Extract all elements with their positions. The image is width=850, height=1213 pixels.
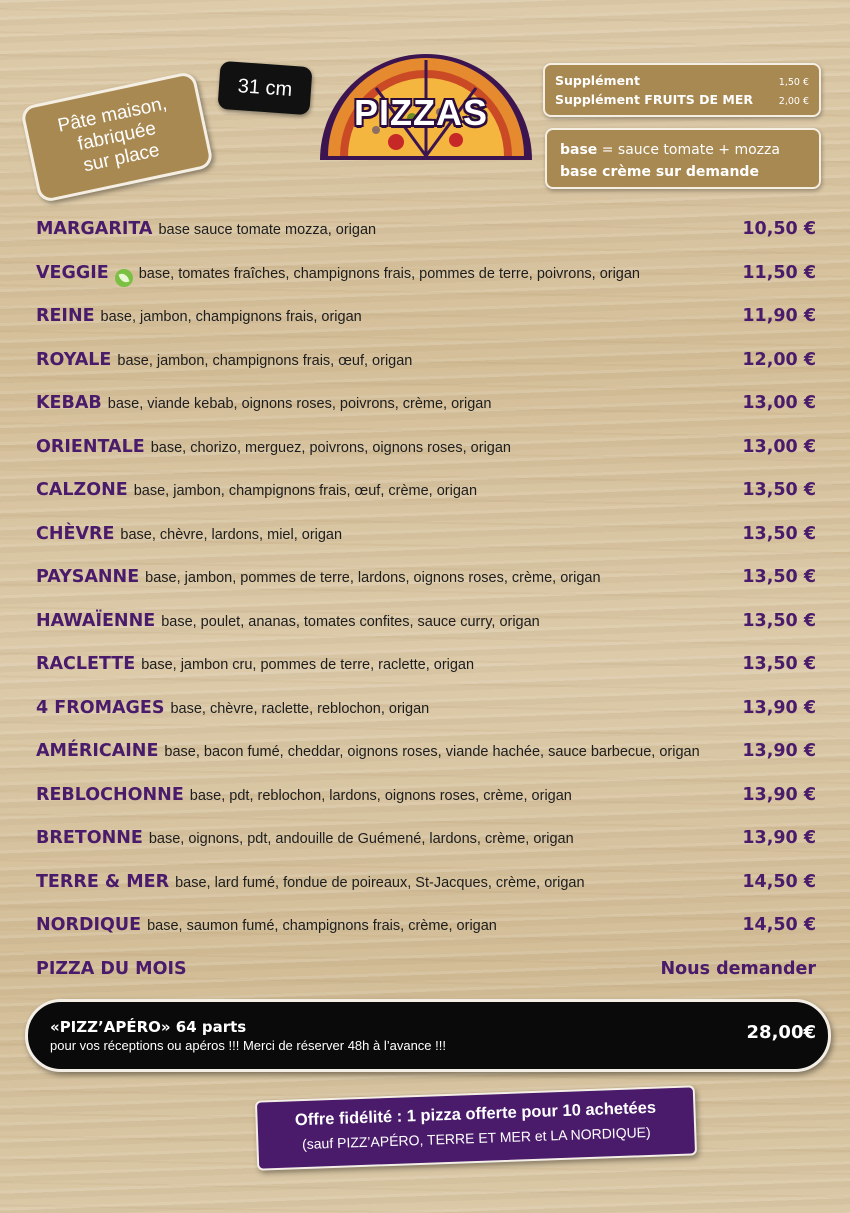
menu-item-price: 12,00 € [742,349,816,370]
menu-item-price: 13,90 € [742,828,816,848]
menu-item [36,915,816,941]
menu-item [36,437,816,463]
pizz-apero-banner [25,999,831,1072]
menu-item-ingredients: base, jambon, champignons frais, œuf, origan [117,352,413,369]
base-definition [560,142,780,158]
menu-item-name: NORDIQUE [36,915,142,935]
menu-item-price: 13,50 € [742,523,816,544]
menu-item-name: 4 FROMAGES [36,697,165,718]
pizza-size-badge [217,61,312,115]
menu-item-price: 13,00 € [742,436,816,457]
pizz-apero-subtitle: pour vos réceptions ou apéros !!! Merci de réserver 48h à l’avance !!! [50,1038,446,1053]
menu-item-ingredients: base, saumon fumé, champignons frais, crème, origan [147,918,497,934]
menu-item-name: CHÈVRE [36,523,115,544]
menu-item-name: ROYALE [36,349,112,370]
menu-item-name: ORIENTALE [36,436,145,457]
menu-item-name: REINE [36,306,95,326]
menu-item-ingredients: base, chorizo, merguez, poivrons, oignons roses, origan [150,439,511,456]
menu-item-name: RACLETTE [36,654,136,674]
menu-item-ingredients: base sauce tomate mozza, origan [158,222,377,238]
menu-item-name: PIZZA DU MOIS [36,958,187,979]
supplement-label: Supplément [555,73,640,88]
menu-item-name: TERRE & MER [36,871,170,892]
menu-item [36,698,816,724]
menu-item-price: 11,90 € [742,306,816,326]
menu-item-ingredients: base, oignons, pdt, andouille de Guémené, lardons, crème, origan [148,831,574,847]
menu-item-ingredients: base, poulet, ananas, tomates confites, sauce curry, origan [161,613,540,630]
menu-item-price: 14,50 € [742,871,816,892]
menu-item [36,654,816,680]
menu-item-ingredients: base, lard fumé, fondue de poireaux, St-Jacques, crème, origan [175,874,585,891]
supplement-seafood-label: Supplément FRUITS DE MER [555,92,754,107]
menu-item-ingredients: base, bacon fumé, cheddar, oignons roses, viande hachée, sauce barbecue, origan [164,744,700,760]
menu-item-ingredients: base, tomates fraîches, champignons frais, pommes de terre, poivrons, origan [138,265,641,282]
menu-item [36,219,816,245]
menu-item-price: 13,90 € [742,697,816,718]
vegetarian-leaf-icon [115,269,133,287]
pizz-apero-price: 28,00€ [746,1022,816,1043]
menu-item-name: CALZONE [36,480,128,500]
menu-item [36,785,816,811]
menu-item-name: MARGARITA [36,219,153,239]
menu-item-ingredients: base, jambon, pommes de terre, lardons, oignons roses, crème, origan [145,570,601,586]
cream-base-note: base crème sur demande [560,164,759,180]
menu-item-ingredients: base, viande kebab, oignons roses, poivrons, crème, origan [107,396,492,412]
supplement-seafood-price: 2,00 € [778,96,809,107]
menu-item-name: VEGGIE [36,262,109,283]
menu-item-ingredients: base, pdt, reblochon, lardons, oignons roses, crème, origan [189,787,572,804]
menu-item-price: Nous demander [660,958,816,979]
menu-item-ingredients: base, jambon, champignons frais, origan [100,309,362,325]
menu-item-price: 13,00 € [742,393,816,413]
supplement-price: 1,50 € [778,77,809,88]
menu-item-price: 13,50 € [742,610,816,631]
menu-item-name: PAYSANNE [36,567,140,587]
base-keyword: base [560,142,598,158]
menu-item-price: 11,50 € [742,262,816,283]
supplement-seafood-row [555,92,809,107]
homemade-dough-text: Pâte maison, fabriquée sur place [55,93,169,177]
menu-item [36,263,816,289]
menu-item-ingredients: base, jambon, champignons frais, œuf, crème, origan [133,483,478,499]
menu-item [36,393,816,419]
menu-item-name: BRETONNE [36,828,143,848]
homemade-dough-badge [20,71,214,204]
loyalty-offer-title: Offre fidélité : 1 pizza offerte pour 10 achetées [294,1098,657,1130]
menu-item-name: KEBAB [36,393,102,413]
base-definition-text: = sauce tomate + mozza [597,142,780,158]
loyalty-offer-box [255,1085,697,1170]
menu-item-price: 13,90 € [742,784,816,805]
menu-item-name: AMÉRICAINE [36,741,159,761]
menu-item-name: REBLOCHONNE [36,784,184,805]
menu-item [36,524,816,550]
supplement-row [555,73,809,88]
base-info-box [545,128,821,189]
menu-item [36,611,816,637]
menu-item-ingredients: base, chèvre, lardons, miel, origan [120,526,343,543]
menu-item [36,872,816,898]
menu-item [36,480,816,506]
menu-item-price: 13,50 € [742,567,816,587]
menu-item-ingredients: base, jambon cru, pommes de terre, raclette, origan [141,657,475,673]
menu-item [36,959,816,985]
menu-item-ingredients: base, chèvre, raclette, reblochon, origan [170,700,430,717]
menu-item [36,828,816,854]
page-title: PIZZAS [353,92,488,133]
menu-item-price: 13,90 € [742,741,816,761]
menu-item-price: 10,50 € [742,219,816,239]
menu-item [36,741,816,767]
supplements-box [543,63,821,117]
menu-item [36,306,816,332]
pizz-apero-title: «PIZZ’APÉRO» 64 parts [50,1018,247,1036]
menu-item-price: 13,50 € [742,654,816,674]
pizza-size-text: 31 cm [237,74,293,101]
menu-item-name: HAWAÏENNE [36,610,156,631]
menu-item-price: 13,50 € [742,480,816,500]
loyalty-offer-exclusions: (sauf PIZZ’APÉRO, TERRE ET MER et LA NORDIQUE) [301,1123,651,1153]
menu-item [36,567,816,593]
menu-item [36,350,816,376]
menu-item-price: 14,50 € [742,915,816,935]
